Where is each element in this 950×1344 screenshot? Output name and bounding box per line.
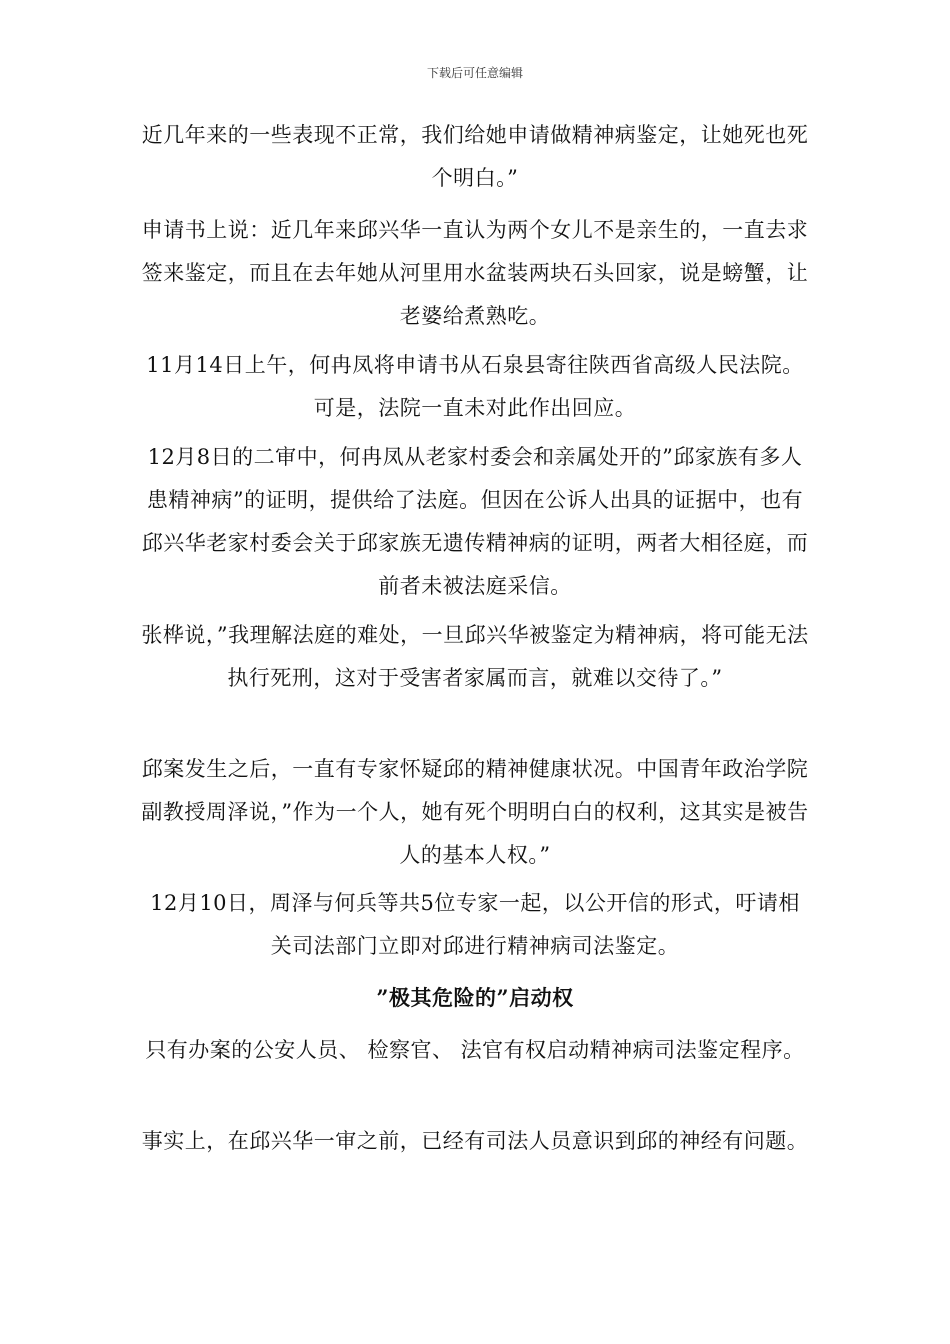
paragraph-5: 张桦说，”我理解法庭的难处，一旦邱兴华被鉴定为精神病，将可能无法执行死刑，这对于受害者家属而言，就难以交待了。” bbox=[141, 623, 809, 690]
section-heading: ”极其危险的”启动权 bbox=[376, 985, 574, 1010]
page-header: 下载后可任意编辑 bbox=[426, 66, 523, 80]
paragraph-8: 只有办案的公安人员、 检察官、 法官有权启动精神病司法鉴定程序。 bbox=[145, 1038, 805, 1062]
paragraph-2: 申请书上说：近几年来邱兴华一直认为两个女儿不是亲生的，一直去求签来鉴定，而且在去年她从河里用水盆装两块石头回家，说是螃蟹，让老婆给煮熟吃。 bbox=[141, 218, 809, 328]
paragraph-6: 邱案发生之后，一直有专家怀疑邱的精神健康状况。中国青年政治学院副教授周泽说，”作为一个人，她有死个明明白白的权利，这其实是被告人的基本人权。” bbox=[141, 757, 809, 867]
paragraph-7: 12月10日，周泽与何兵等共5位专家一起，以公开信的形式，吁请相关司法部门立即对邱进行精神病司法鉴定。 bbox=[150, 891, 800, 958]
paragraph-9: 事实上，在邱兴华一审之前，已经有司法人员意识到邱的神经有问题。 bbox=[141, 1129, 809, 1153]
paragraph-1: 近几年来的一些表现不正常，我们给她申请做精神病鉴定，让她死也死个明白。” bbox=[141, 123, 809, 190]
paragraph-4: 12月8日的二审中，何冉凤从老家村委会和亲属处开的”邱家族有多人患精神病”的证明，提供给了法庭。但因在公诉人出具的证据中，也有邱兴华老家村委会关于邱家族无遗传精神病的证明，两者大相径庭，而前者未被法庭采信。 bbox=[141, 445, 809, 598]
paragraph-3: 11月14日上午，何冉凤将申请书从石泉县寄往陕西省高级人民法院。可是，法院一直未对此作出回应。 bbox=[146, 353, 804, 420]
